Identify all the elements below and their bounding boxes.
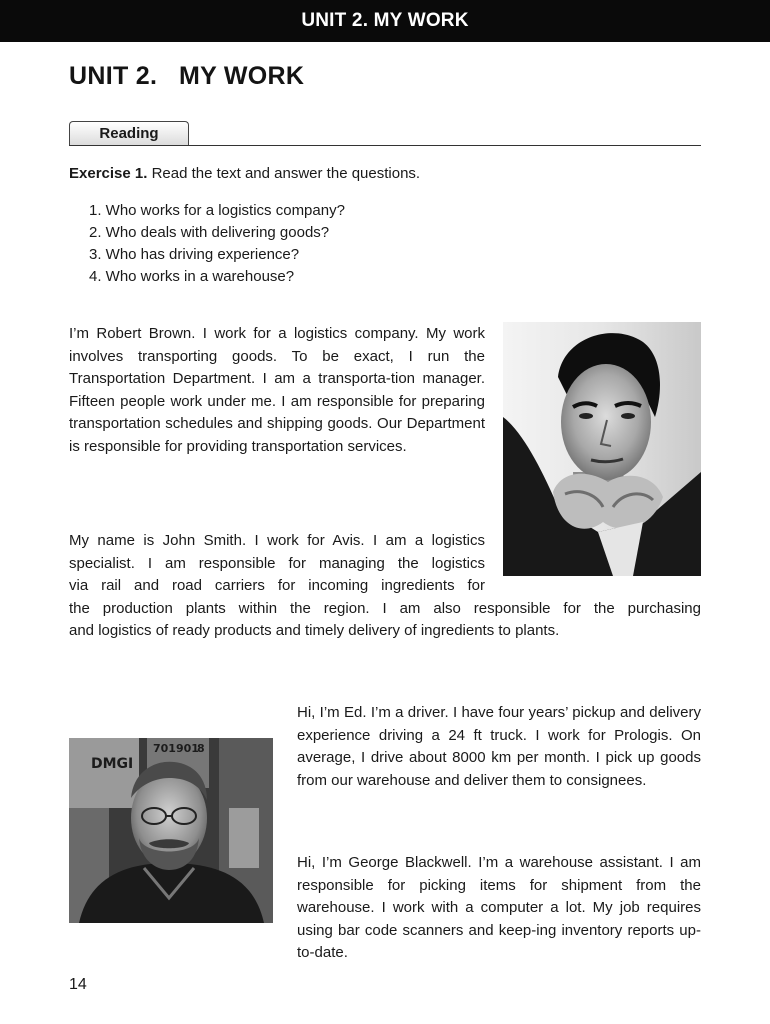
question-list <box>69 200 345 288</box>
exercise-label: Exercise 1. <box>69 165 148 182</box>
john-smith-paragraph <box>69 530 701 643</box>
robert-brown-paragraph: I’m Robert Brown. I work for a logistics company. My work involves transporting goods. To be exact, I run the Transportation Department. I am a transporta-tion manager. Fifteen people work under me. I am responsible for preparing transportation schedules and shipping goods. Our Department is responsible for providing transportation services. <box>69 325 485 455</box>
john-line: My name is John Smith. I work for Avis. I am a logistics <box>69 532 485 549</box>
question-item: 2. Who deals with delivering goods? <box>89 224 330 241</box>
exercise-instruction <box>69 165 420 182</box>
question-item: 4. Who works in a warehouse? <box>89 268 295 285</box>
section-divider <box>69 145 701 146</box>
john-line: via rail and road carriers for incoming ingredients for <box>69 577 485 594</box>
section-tab-reading: Reading <box>69 121 189 145</box>
sign-text: 8 <box>197 742 205 755</box>
man-with-glasses-photo <box>69 738 273 923</box>
sign-text: 701901 <box>153 742 199 755</box>
john-line: and logistics of ready products and timely delivery of ingredients to plants. <box>69 622 560 639</box>
exercise-text: Read the text and answer the questions. <box>151 165 421 182</box>
sign-text: DMGI <box>91 756 134 772</box>
question-item: 3. Who has driving experience? <box>89 246 300 263</box>
header-title: UNIT 2. MY WORK <box>301 10 469 31</box>
john-line: the production plants within the region. I am also responsible for the purchasing <box>69 599 701 617</box>
header-bar <box>0 0 770 42</box>
ed-paragraph: Hi, I’m Ed. I’m a driver. I have four years’ pickup and delivery experience driving a 24 ft truck. I work for Prologis. On average, I drive about 8000 km per month. I pick up goods from our warehouse and deliver them to consignees. <box>297 704 701 789</box>
page-number: 14 <box>69 976 87 993</box>
john-line: specialist. I am responsible for managing the logistics <box>69 554 485 572</box>
page-title: UNIT 2. MY WORK <box>69 62 305 90</box>
question-item: 1. Who works for a logistics company? <box>89 202 345 219</box>
george-blackwell-paragraph: Hi, I’m George Blackwell. I’m a warehouse assistant. I am responsible for picking items for shipment from the warehouse. I work with a computer a lot. My job requires using bar code scanners and keep-ing inventory reports up-to-date. <box>297 854 701 961</box>
